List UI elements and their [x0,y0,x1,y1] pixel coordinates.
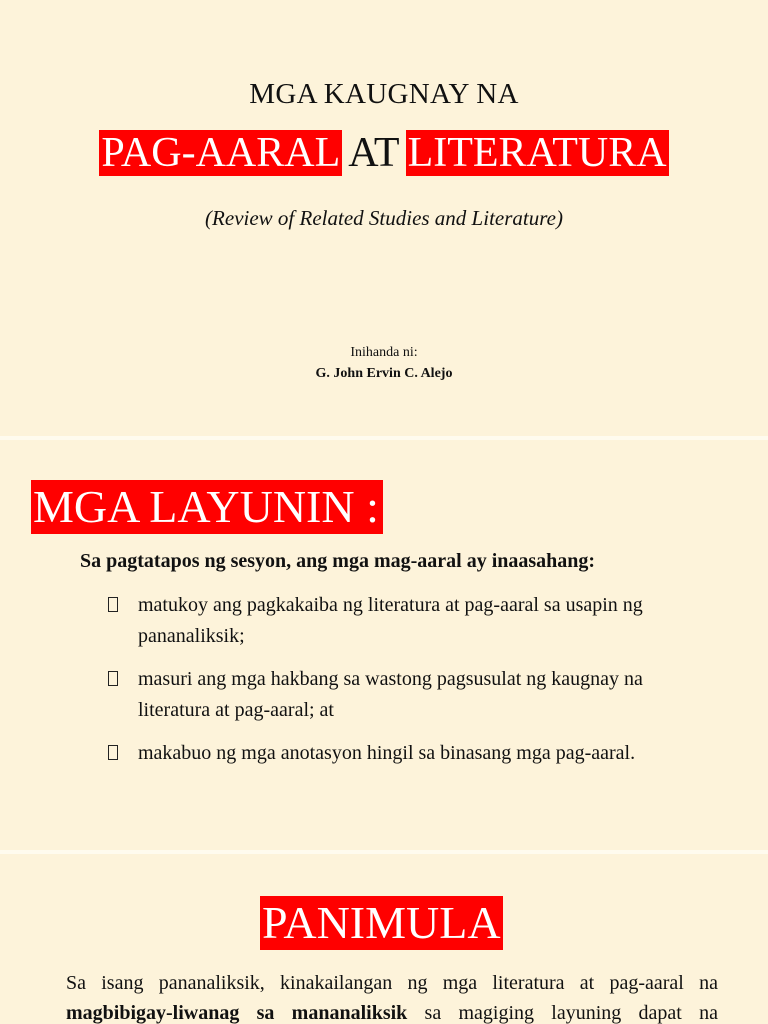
main-title [0,128,768,178]
objectives-title: MGA LAYUNIN : [31,480,383,534]
title-highlight-pag-aaral: PAG-AARAL [101,130,341,176]
objective-text: matukoy ang pagkakaiba ng literatura at pag-aaral sa usapin ng pananaliksik; [138,594,643,647]
list-item [108,664,698,726]
prepared-by-label: Inihanda ni: [350,345,418,360]
objective-text: masuri ang mga hakbang sa wastong pagsusulat ng kaugnay na literatura at pag-aaral; at [138,668,643,721]
para-end: sa magiging layuning dapat na [424,1002,718,1024]
list-item [108,738,698,769]
para-start: Sa isang pananaliksik, kinakailangan ng mga literatura at pag-aaral na [66,972,718,994]
bullet-box-icon [108,671,118,686]
objective-text: makabuo ng mga anotasyon hingil sa binasang mga pag-aaral. [138,742,636,764]
intro-slide [0,854,768,1024]
panimula-paragraph [66,968,718,1024]
objectives-intro: Sa pagtatapos ng sesyon, ang mga mag-aaral ay inaasahang: [80,550,596,572]
list-item [108,590,698,652]
author-name: G. John Ervin C. Alejo [315,366,453,381]
objectives-list [108,590,698,781]
bullet-box-icon [108,745,118,760]
para-bold: magbibigay-liwanag sa mananaliksik [66,1002,408,1024]
heading-top: MGA KAUGNAY NA [249,78,519,110]
title-highlight-literatura: LITERATURA [407,130,667,176]
title-connector: AT [348,130,400,176]
title-slide [0,0,768,436]
objectives-slide [0,440,768,850]
bullet-box-icon [108,597,118,612]
panimula-title: PANIMULA [262,897,501,948]
subtitle: (Review of Related Studies and Literature) [205,206,563,230]
